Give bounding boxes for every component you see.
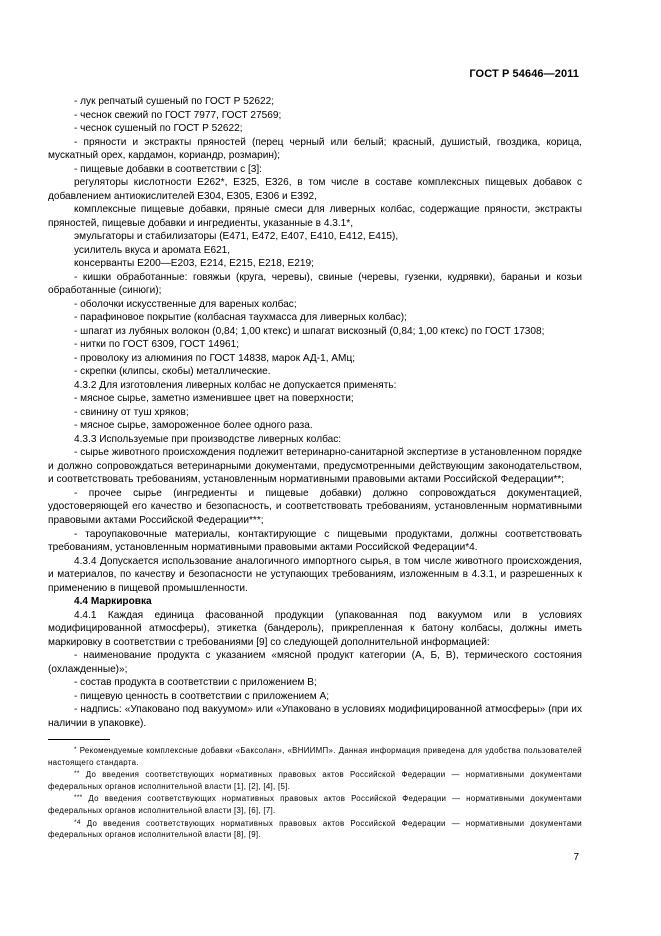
paragraph: консерванты Е200—Е203, Е214, Е215, Е218, Е219; [74,258,314,270]
footnote [48,768,582,792]
paragraph: 4.3.3 Используемые при производстве ливерных колбас: [74,433,342,445]
paragraph: - пищевые добавки в соответствии с [3]: [74,163,262,175]
paragraph: - состав продукта в соответствии с приложением В; [74,677,317,689]
paragraph: - свинину от туш хряков; [74,406,189,418]
paragraph: - надпись: «Упаковано под вакуумом» или «Упаковано в условиях модифицированной атмосферы» (при их наличии в упаковке). [48,704,582,729]
paragraph: - скрепки (клипсы, скобы) металлические. [74,366,271,378]
paragraph: комплексные пищевые добавки, пряные смеси для ливерных колбас, содержащие пряности, экстракты пряностей, пищевые добавки и ингредиенты, указанные в 4.3.1*, [48,204,582,229]
paragraph: - лук репчатый сушеный по ГОСТ Р 52622; [74,96,275,107]
paragraph: регуляторы кислотности Е262*, Е325, Е326, в том числе в составе комплексных пищевых добавок с добавлением антиокислителей Е304, Е305, Е306 и Е392, [48,177,582,202]
footnote [48,744,582,768]
footnote-text: До введения соответствующих нормативных правовых актов Российской Федерации — нормативными документами федеральных органов исполнительной власти [8], [9]. [48,818,582,840]
paragraph: - нитки по ГОСТ 6309, ГОСТ 14961; [74,339,240,351]
paragraph: - тароупаковочные материалы, контактирующие с пищевыми продуктами, должны соответствовать требованиям, установленным нормативными правовыми актами Российской Федерации*4. [48,528,582,554]
footnote-text: До введения соответствующих нормативных правовых актов Российской Федерации — нормативными документами федеральных органов исполнительной власти [3], [6], [7]. [48,794,582,815]
footnote-text: Рекомендуемые комплексные добавки «Баксолан», «ВНИИМП». Данная информация приведена для удобства пользователей настоящего стандарта. [48,746,582,767]
document-body [48,95,582,730]
paragraph: - мясное сырье, замороженное более одного раза. [74,420,313,432]
paragraph: - пряности и экстракты пряностей (перец черный или белый; красный, душистый, гвоздика, корица, мускатный орех, кардамон, кориандр, розмарин); [48,136,582,162]
paragraph: - оболочки искусственные для вареных колбас; [74,298,297,310]
footnote-mark: ** [74,770,80,778]
footnote-mark: *** [74,794,83,802]
paragraph: - проволоку из алюминия по ГОСТ 14838, марок АД-1, АМц; [74,352,356,364]
footnote-separator [48,739,110,740]
footnotes [48,744,582,841]
paragraph: 4.3.4 Допускается использование аналогичного импортного сырья, в том числе животного происхождения, и материалов, по качеству и безопасности не уступающих требованиям, изложенным в 4.3.1, и разрешенных к применению в пищевой промышленности. [48,555,582,594]
paragraph: - парафиновое покрытие (колбасная таухмасса для ливерных колбас); [74,312,407,324]
footnote-text: До введения соответствующих нормативных правовых актов Российской Федерации — нормативными документами федеральных органов исполнительной власти [1], [2], [4], [5]. [48,770,582,791]
paragraph: 4.3.2 Для изготовления ливерных колбас не допускается применять: [74,379,397,391]
paragraph: - чеснок сушеный по ГОСТ Р 52622; [74,123,243,135]
footnote-mark: * [74,746,77,753]
paragraph: - чеснок свежий по ГОСТ 7977, ГОСТ 27569; [74,109,282,121]
footnote [48,817,582,841]
page-number: 7 [573,852,579,863]
paragraph: - кишки обработанные: говяжьи (круга, черевы), свиные (черевы, гузенки, кудрявки), бараньи и козьи обработанные (синюги); [48,271,582,297]
footnote-mark: *4 [74,818,81,826]
paragraph: - шпагат из лубяных волокон (0,84; 1,00 ктекс) и шпагат вискозный (0,84; 1,00 ктекс) по ГОСТ 17308; [74,325,545,337]
section-heading: 4.4 Маркировка [74,596,152,608]
footnote [48,792,582,816]
paragraph: усилитель вкуса и аромата Е621, [74,244,231,256]
paragraph: - пищевую ценность в соответствии с приложением А; [74,690,330,702]
paragraph: - наименование продукта с указанием «мясной продукт категории (А, Б, В), термического состояния (охлажденные)»; [48,650,582,675]
paragraph: - мясное сырье, заметно изменившее цвет на поверхности; [74,393,354,405]
paragraph: - сырье животного происхождения подлежит ветеринарно-санитарной экспертизе в установленном порядке и должно сопровождаться ветеринарными документами, предусмотренными действующим законодательством, и соответствовать требованиям, установленным нормативными правовыми актами Российской Федерации**; [48,447,582,486]
paragraph: эмульгаторы и стабилизаторы (Е471, Е472, Е407, Е410, Е412, Е415), [74,231,399,243]
paragraph: 4.4.1 Каждая единица фасованной продукции (упакованная под вакуумом или в условиях модифицированной атмосферы), этикетка (бандероль), прикрепленная к батону колбасы, должны иметь маркировку в соответствии с требованиями [9] со следующей дополнительной информацией: [48,609,582,648]
document-id-header: ГОСТ Р 54646—2011 [469,68,579,80]
paragraph: - прочее сырье (ингредиенты и пищевые добавки) должно сопровождаться документацией, удостоверяющей его качество и безопасность, и соответствовать требованиям, установленным нормативными правовыми актами Российской Федерации***; [48,487,582,526]
